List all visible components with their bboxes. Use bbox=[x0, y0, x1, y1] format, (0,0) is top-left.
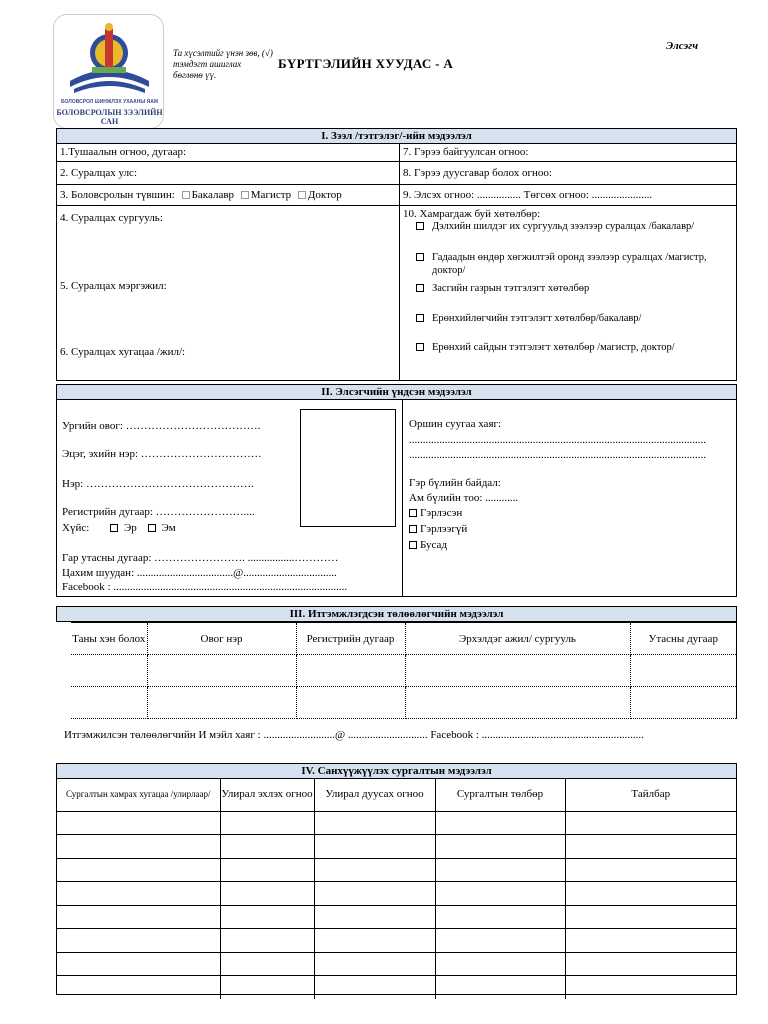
section-heading: II. Элсэгчийн үндсэн мэдээлэл bbox=[57, 385, 736, 400]
column-header: Регистрийн дугаар bbox=[296, 623, 405, 655]
checkbox-icon[interactable] bbox=[416, 284, 424, 292]
male-checkbox[interactable] bbox=[110, 524, 118, 532]
column-header: Утасны дугаар bbox=[630, 623, 737, 655]
column-header: Эрхэлдэг ажил/ сургууль bbox=[405, 623, 630, 655]
email-field[interactable]: Цахим шуудан: ...................................@.................................. bbox=[62, 567, 337, 579]
other-option[interactable]: Бусад bbox=[409, 539, 447, 551]
checkbox-icon[interactable] bbox=[409, 525, 417, 533]
representative-table bbox=[71, 622, 737, 719]
checkbox-icon[interactable] bbox=[416, 343, 424, 351]
order-date-field[interactable]: 1.Тушаалын огноо, дугаар: bbox=[57, 144, 399, 162]
married-option[interactable]: Гэрлэсэн bbox=[409, 507, 462, 519]
address-label: Оршин суугаа хаяг: bbox=[409, 418, 502, 430]
table-row bbox=[57, 929, 736, 953]
table-header-row bbox=[71, 623, 737, 655]
contract-end-field[interactable]: 8. Гэрээ дуусгавар болох огноо: bbox=[400, 162, 736, 185]
surname-field[interactable]: Ургийн овог: ………………………………. bbox=[62, 420, 261, 432]
section-heading: III. Итгэмжлэгдсэн төлөөлөгчийн мэдээлэл bbox=[56, 607, 737, 622]
checkbox-icon[interactable] bbox=[409, 541, 417, 549]
section-representative-info bbox=[56, 606, 737, 744]
name-field[interactable]: Нэр: ………………………………………. bbox=[62, 478, 254, 490]
table-row bbox=[57, 976, 736, 1000]
program-option[interactable]: Ерөнхийлөгчийн тэтгэлэгт хөтөлбөр/бакалавр/ bbox=[416, 312, 732, 325]
column-header: Сургалтын төлбөр bbox=[435, 779, 565, 811]
table-row bbox=[57, 905, 736, 929]
column-header: Сургалтын хамрах хугацаа /улирлаар/ bbox=[57, 779, 220, 811]
table-row bbox=[57, 952, 736, 976]
family-status-label: Гэр бүлийн байдал: bbox=[409, 477, 501, 489]
major-field[interactable]: 5. Суралцах мэргэжил: bbox=[60, 280, 167, 292]
checkbox-icon[interactable] bbox=[416, 253, 424, 261]
emblem-icon bbox=[62, 19, 157, 99]
program-option[interactable]: Гадаадын өндөр хөгжилтэй оронд зээлээр суралцах /магистр, доктор/ bbox=[416, 251, 732, 277]
program-field bbox=[400, 206, 736, 380]
section-loan-info bbox=[56, 128, 737, 381]
father-name-field[interactable]: Эцэг, эхийн нэр: …………………………… bbox=[62, 448, 262, 460]
program-label: 10. Хамрагдаж буй хөтөлбөр: bbox=[403, 208, 541, 220]
logo bbox=[53, 14, 164, 129]
representative-contact-field[interactable]: Итгэмжилсэн төлөөлөгчийн И мэйл хаяг : ..........................@ ............................. Facebook : ........................................................... bbox=[64, 729, 644, 741]
table-row bbox=[57, 882, 736, 906]
female-option: Эм bbox=[161, 522, 176, 534]
fill-instruction: Та хүсэлтийг үнэн зөв, (√) тэмдэгт ашиглах бөглөнө үү. bbox=[173, 48, 273, 80]
program-option[interactable]: Засгийн газрын тэтгэлэгт хөтөлбөр bbox=[416, 282, 732, 295]
register-field[interactable]: Регистрийн дугаар: …………………….... bbox=[62, 506, 255, 518]
column-header: Таны хэн болох bbox=[71, 623, 147, 655]
doctor-checkbox[interactable] bbox=[298, 191, 306, 199]
master-option: Магистр bbox=[250, 189, 292, 201]
table-row bbox=[71, 687, 737, 719]
facebook-field[interactable]: Facebook : ..................................................................................... bbox=[62, 581, 348, 593]
admission-dates-field[interactable]: 9. Элсэх огноо: ................ Төгсөх огноо: ...................... bbox=[400, 185, 736, 206]
applicant-label: Элсэгч bbox=[666, 40, 699, 52]
column-header: Овог нэр bbox=[147, 623, 296, 655]
study-details bbox=[57, 206, 399, 380]
section-heading: I. Зээл /тэтгэлэг/-ийн мэдээлэл bbox=[57, 129, 736, 144]
funding-table bbox=[57, 779, 736, 999]
section-applicant-info bbox=[56, 384, 737, 597]
address-line[interactable]: ............................................................................................................ bbox=[409, 434, 706, 446]
bachelor-checkbox[interactable] bbox=[182, 191, 190, 199]
education-level-field bbox=[57, 185, 399, 206]
page-title: БҮРТГЭЛИЙН ХУУДАС - А bbox=[278, 56, 454, 71]
table-row bbox=[57, 835, 736, 859]
male-option: Эр bbox=[124, 522, 137, 534]
column-header: Тайлбар bbox=[565, 779, 736, 811]
table-header-row bbox=[57, 779, 736, 811]
table-row bbox=[71, 655, 737, 687]
column-header: Улирал эхлэх огноо bbox=[220, 779, 314, 811]
master-checkbox[interactable] bbox=[241, 191, 249, 199]
checkbox-icon[interactable] bbox=[409, 509, 417, 517]
program-option[interactable]: Дэлхийн шилдэг их сургуульд зээлээр суралцах /бакалавр/ bbox=[416, 220, 732, 233]
column-header: Улирал дуусах огноо bbox=[314, 779, 435, 811]
duration-field[interactable]: 6. Суралцах хугацаа /жил/: bbox=[60, 346, 186, 358]
gender-label: Хүйс: bbox=[62, 522, 90, 534]
section-funding-info bbox=[56, 763, 737, 995]
family-members-field[interactable]: Ам бүлийн тоо: ............ bbox=[409, 492, 519, 504]
gender-field bbox=[62, 522, 176, 534]
checkbox-icon[interactable] bbox=[416, 314, 424, 322]
school-field[interactable]: 4. Суралцах сургууль: bbox=[60, 212, 163, 224]
table-row bbox=[57, 811, 736, 835]
phone-field[interactable]: Гар утасны дугаар: ……………………. .................………… bbox=[62, 552, 339, 564]
study-country-field[interactable]: 2. Суралцах улс: bbox=[57, 162, 399, 185]
education-level-label: 3. Боловсролын түвшин: bbox=[60, 189, 175, 201]
address-line[interactable]: ............................................................................................................ bbox=[409, 449, 706, 461]
section-heading: IV. Санхүүжүүлэх сургалтын мэдээлэл bbox=[57, 764, 736, 779]
single-option[interactable]: Гэрлээгүй bbox=[409, 523, 467, 535]
contract-date-field[interactable]: 7. Гэрээ байгуулсан огноо: bbox=[400, 144, 736, 162]
program-option[interactable]: Ерөнхий сайдын тэтгэлэгт хөтөлбөр /магистр, доктор/ bbox=[416, 341, 732, 354]
photo-box bbox=[300, 409, 396, 527]
logo-ministry-text: БОЛОВСРОЛ ШИНЖЛЭХ УХААНЫ ЯАМ bbox=[60, 99, 159, 105]
female-checkbox[interactable] bbox=[148, 524, 156, 532]
checkbox-icon[interactable] bbox=[416, 222, 424, 230]
doctor-option: Доктор bbox=[307, 189, 342, 201]
bachelor-option: Бакалавр bbox=[191, 189, 235, 201]
table-row bbox=[57, 858, 736, 882]
logo-fund-name: БОЛОВСРОЛЫН ЗЭЭЛИЙН САН bbox=[56, 108, 163, 126]
